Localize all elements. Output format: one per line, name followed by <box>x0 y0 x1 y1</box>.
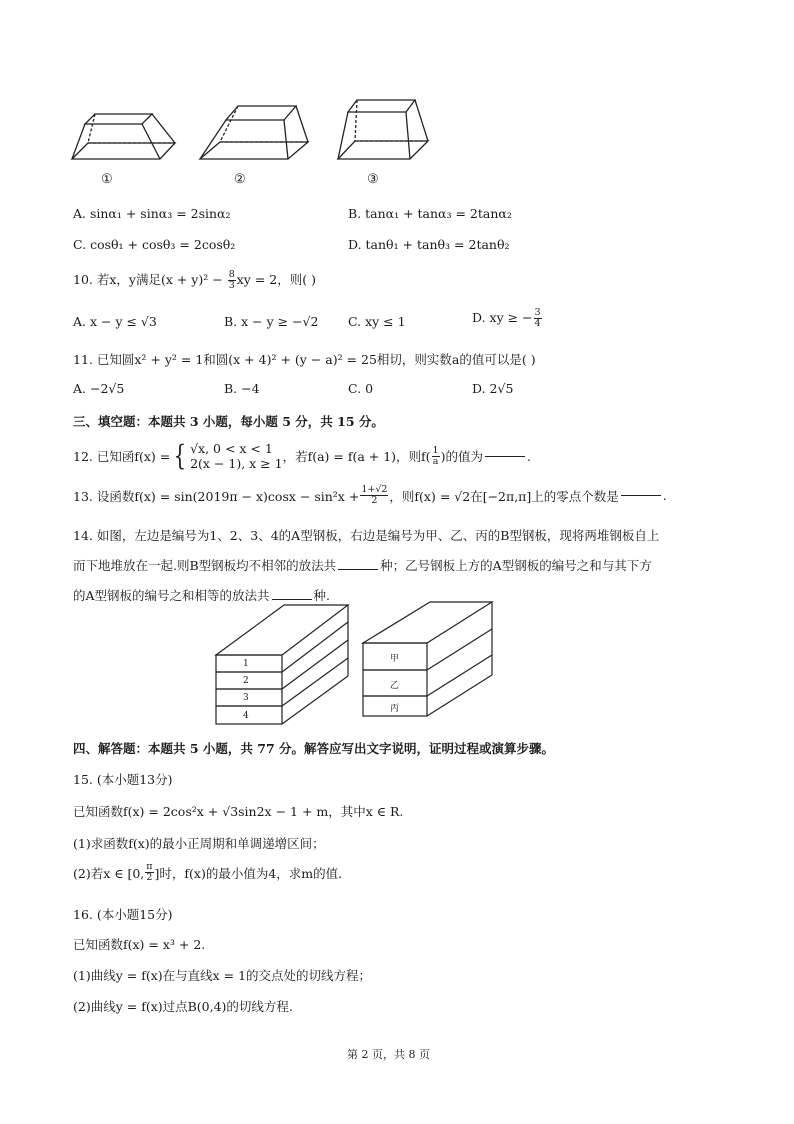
q10-option-c: C. xy ≤ 1 <box>348 314 406 329</box>
frustum-label-1: ① <box>101 172 113 187</box>
q10-option-a: A. x − y ≤ √3 <box>73 314 157 329</box>
q16-title: 16. (本小题15分) <box>73 907 173 922</box>
q10-stem-a: 10. 若x，y满足(x + y)² − <box>73 272 227 287</box>
q10-stem <box>73 270 316 291</box>
plate-label-3: 3 <box>243 693 249 703</box>
q16-stem: 已知函数f(x) = x³ + 2. <box>73 937 206 952</box>
steel-plates-figure <box>210 600 500 732</box>
plate-label-bing: 丙 <box>390 704 400 714</box>
q11-option-a: A. −2√5 <box>73 381 125 396</box>
q16-part-2: (2)曲线y = f(x)过点B(0,4)的切线方程. <box>73 999 293 1014</box>
q10-option-d-fraction: $\frac{3}{4}$ <box>534 307 541 329</box>
section-4-heading: 四、解答题：本题共 5 小题，共 77 分。解答应写出文字说明，证明过程或演算步骤。 <box>73 741 555 756</box>
plate-label-yi: 乙 <box>390 681 400 691</box>
q11-option-d: D. 2√5 <box>472 381 514 396</box>
q15-part-1: (1)求函数f(x)的最小正周期和单调递增区间； <box>73 836 325 851</box>
q10-stem-b: xy = 2，则( ) <box>236 272 316 287</box>
q14-line-3: 的A型钢板的编号之和相等的放法共 种. <box>73 588 331 603</box>
q11-option-b: B. −4 <box>224 381 260 396</box>
q13: 13. 设函数f(x) = sin(2019π − x)cosx − sin²x + $\frac{1+√2}{2}$ ，则f(x) = √2在[−2π,π]上的零点个数是 . <box>73 484 667 506</box>
left-stack <box>216 605 348 724</box>
q13-fraction: $\frac{1+√2}{2}$ <box>361 484 388 506</box>
right-stack <box>363 602 492 716</box>
q9-option-b: B. tanα₁ + tanα₃ = 2tanα₂ <box>348 206 512 221</box>
q9-option-c: C. cosθ₁ + cosθ₃ = 2cosθ₂ <box>73 237 236 252</box>
q11-option-c: C. 0 <box>348 381 374 396</box>
q10-option-d: D. xy ≥ − $\frac{3}{4}$ <box>472 307 541 329</box>
page-footer: 第 2 页，共 8 页 <box>347 1048 430 1061</box>
q12-fraction: $\frac{1}{a}$ <box>432 444 439 467</box>
plate-label-2: 2 <box>243 676 249 686</box>
q12-cases: √x, 0 < x < 1 2(x − 1), x ≥ 1 <box>190 441 283 471</box>
q9-option-d: D. tanθ₁ + tanθ₃ = 2tanθ₂ <box>348 237 510 252</box>
section-3-heading: 三、填空题：本题共 3 小题，每小题 5 分，共 15 分。 <box>73 414 384 429</box>
q12: 12. 已知函f(x) = { √x, 0 < x < 1 2(x − 1), x ≥ 1 ，若f(a) = f(a + 1)，则f( $\frac{1}{a}$ )的值为 . <box>73 439 531 472</box>
frustum-label-2: ② <box>234 172 246 187</box>
plate-label-4: 4 <box>243 711 249 721</box>
frustum-figure-2 <box>200 106 308 159</box>
q10-option-b: B. x − y ≥ −√2 <box>224 314 319 329</box>
plate-label-jia: 甲 <box>390 654 400 664</box>
frustum-label-3: ③ <box>367 172 379 187</box>
q14-line-1: 14. 如图，左边是编号为1、2、3、4的A型钢板，右边是编号为甲、乙、丙的B型钢板，现将两堆钢板自上 <box>73 528 660 543</box>
frustum-figure-1 <box>72 114 175 159</box>
q14-blank-1 <box>338 569 378 570</box>
q15-part-2: (2)若x ∈ [0, $\frac{\pi}{2}$ ]时，f(x)的最小值为4，求m的值. <box>73 861 343 883</box>
frustum-figure-3 <box>338 100 428 159</box>
q15-fraction: $\frac{\pi}{2}$ <box>146 861 153 883</box>
q16-part-1: (1)曲线y = f(x)在与直线x = 1的交点处的切线方程； <box>73 968 372 983</box>
q13-blank <box>621 495 661 496</box>
q9-option-a: A. sinα₁ + sinα₃ = 2sinα₂ <box>73 206 231 221</box>
q12-brace: { <box>173 439 187 472</box>
q10-fraction: $\frac{8}{3}$ <box>228 269 235 291</box>
q15-stem: 已知函数f(x) = 2cos²x + √3sin2x − 1 + m，其中x ∈ R. <box>73 804 404 819</box>
frustum-figures <box>60 96 440 196</box>
q14-line-2: 而下地堆放在一起.则B型钢板均不相邻的放法共 种；乙号钢板上方的A型钢板的编号之和与其下方 <box>73 558 652 573</box>
q15-title: 15. (本小题13分) <box>73 772 173 787</box>
q11-stem: 11. 已知圆x² + y² = 1和圆(x + 4)² + (y − a)² = 25相切，则实数a的值可以是( ) <box>73 352 536 367</box>
q12-blank <box>485 456 525 457</box>
plate-label-1: 1 <box>243 659 249 669</box>
